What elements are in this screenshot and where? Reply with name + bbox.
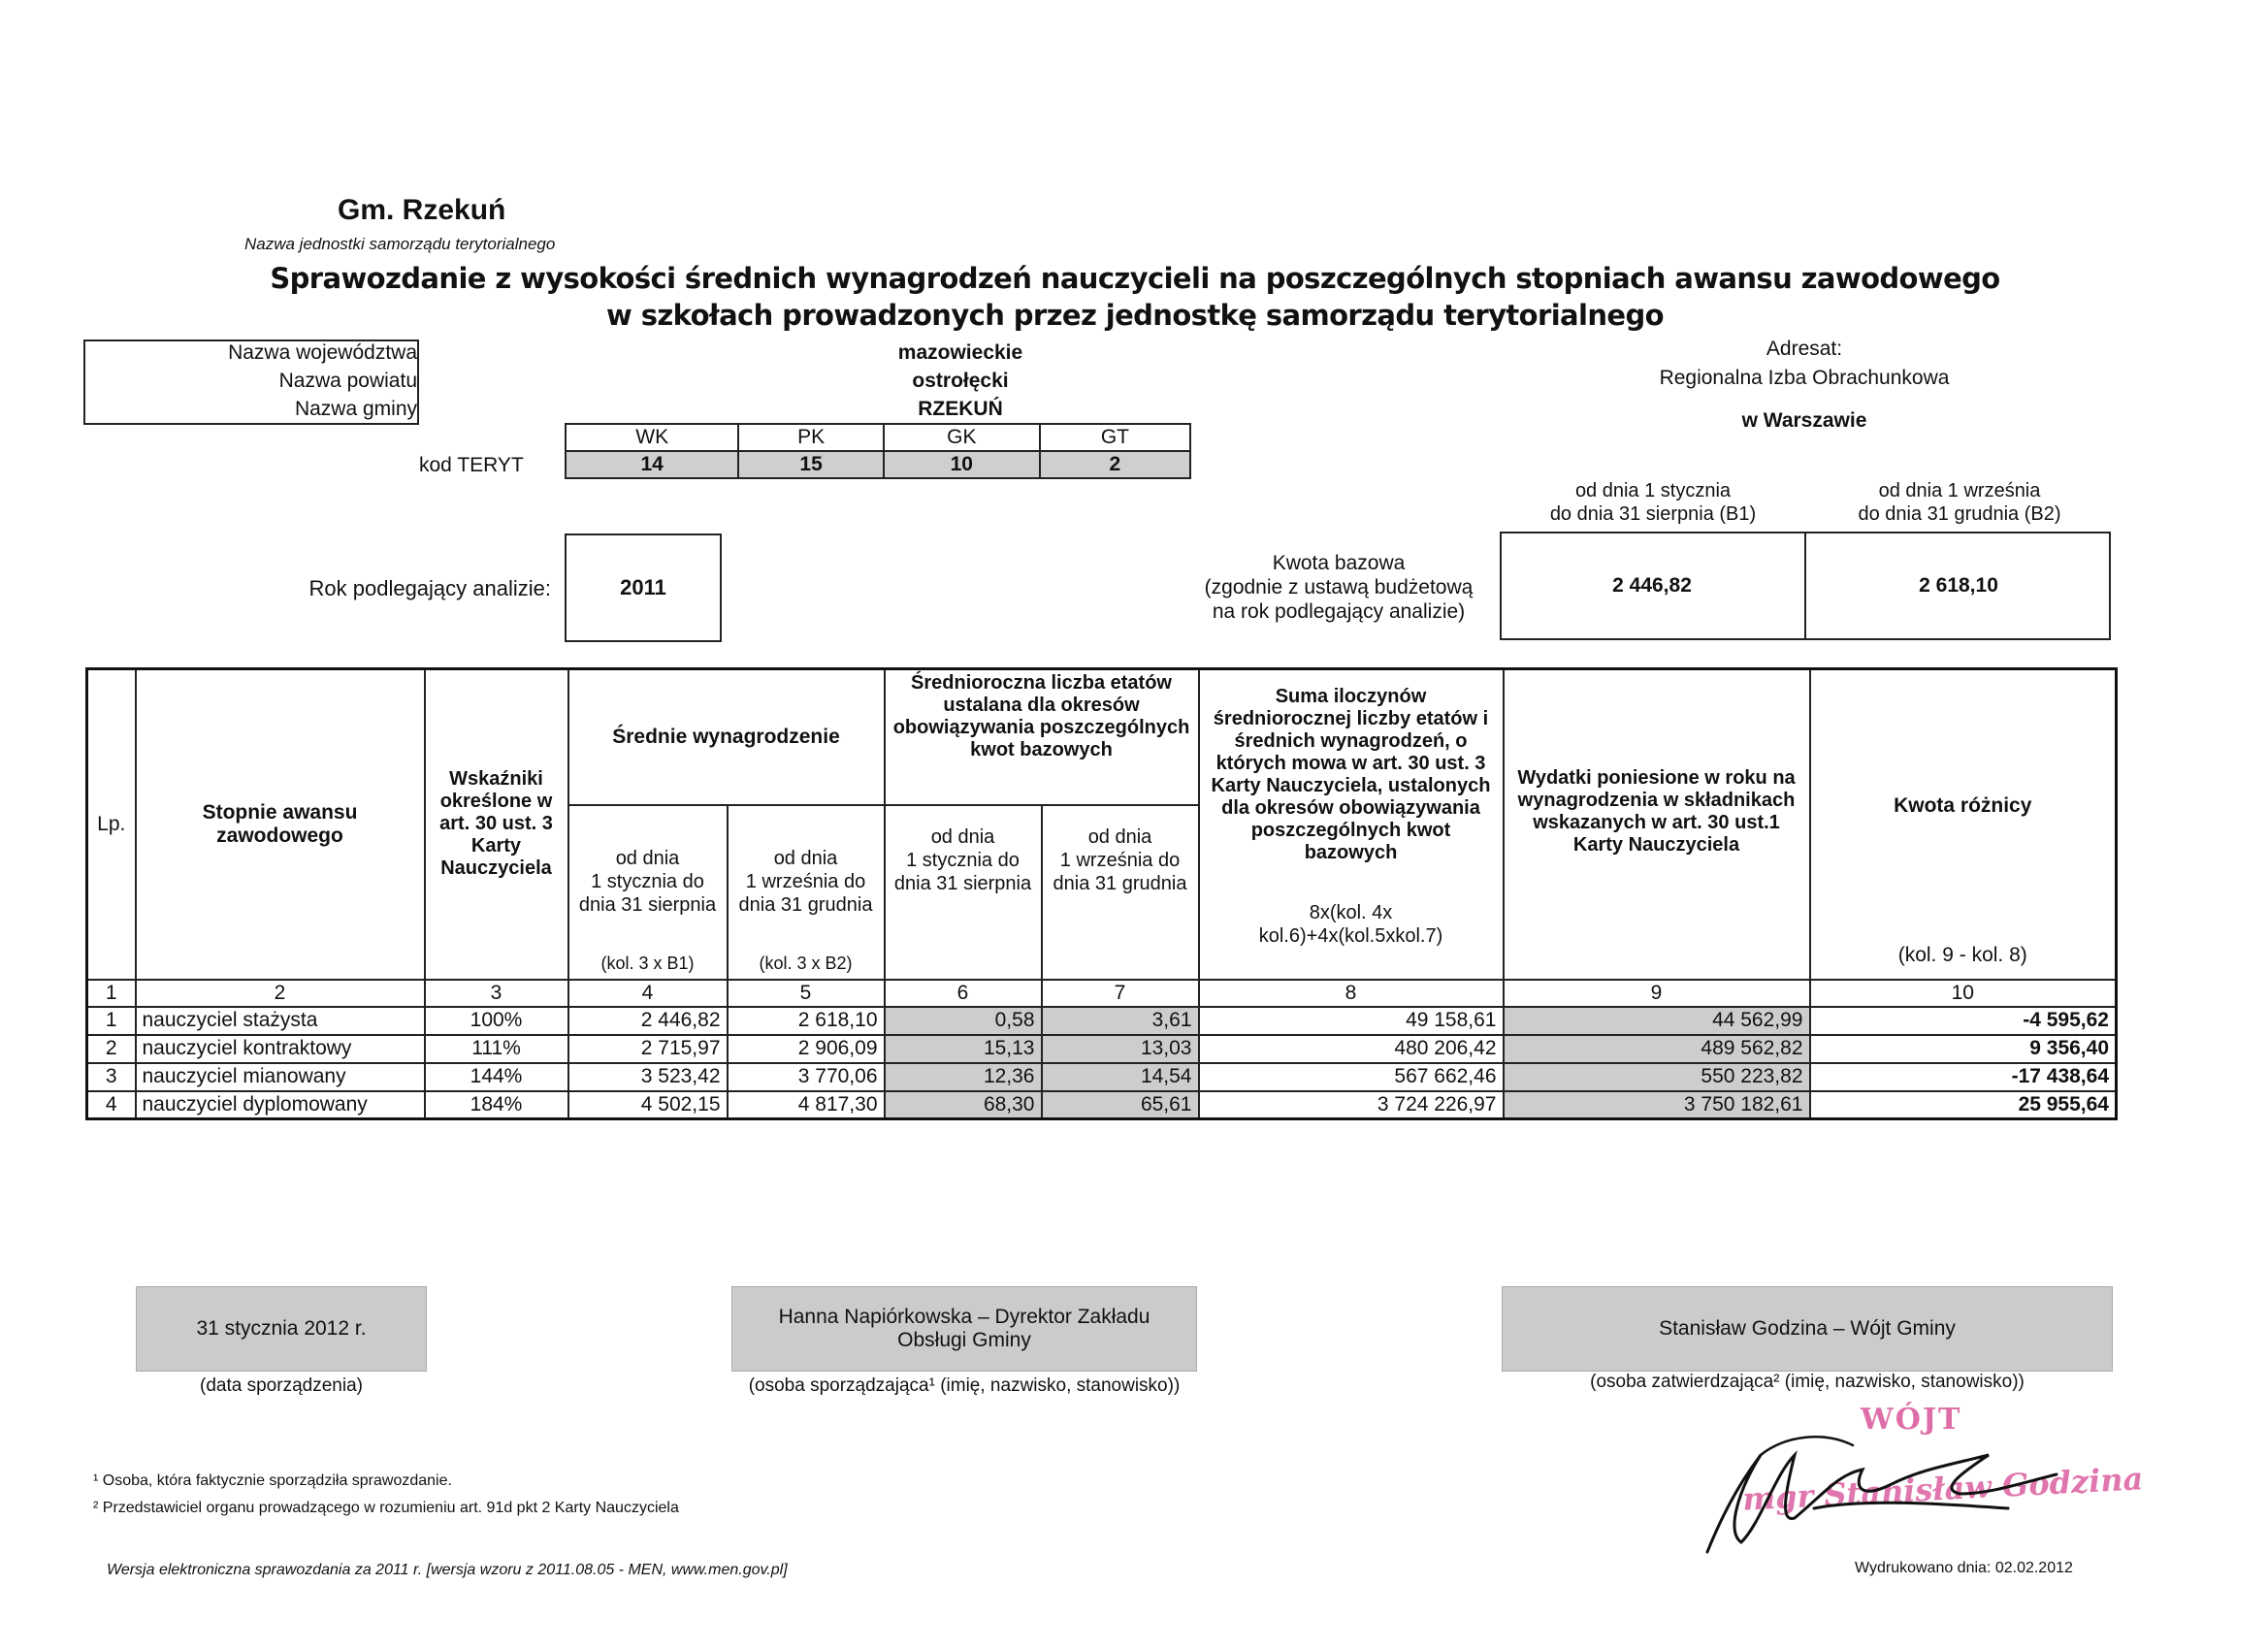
colnum-10: 10 <box>1810 980 2117 1007</box>
row-wydatki: 3 750 182,61 <box>1504 1091 1810 1119</box>
addressee-label: Adresat: <box>1766 338 1843 360</box>
header-lp: Lp. <box>87 669 136 980</box>
period-b2-label: od dnia 1 września do dnia 31 grudnia (B2) <box>1858 480 2061 525</box>
footnote-2: ² Przedstawiciel organu prowadzącego w rozumieniu art. 91d pkt 2 Karty Nauczyciela <box>93 1500 679 1516</box>
date-caption: (data sporządzenia) <box>200 1375 363 1396</box>
header-suma-iloczynow <box>1199 669 1504 980</box>
table-row <box>87 1091 2117 1119</box>
header-e-period1: od dnia 1 stycznia do dnia 31 sierpnia <box>885 805 1042 980</box>
row-etaty-b1: 68,30 <box>885 1091 1042 1119</box>
header-w-period1-text: od dnia 1 stycznia do dnia 31 sierpnia <box>578 847 717 916</box>
approver-caption: (osoba zatwierdzająca² (imię, nazwisko, stanowisko)) <box>1590 1372 2025 1392</box>
base-amount-label: Kwota bazowa (zgodnie z ustawą budżetową na rok podlegający analizie) <box>1204 552 1474 623</box>
teryt-header-wk: WK <box>566 424 738 451</box>
row-stopien: nauczyciel mianowany <box>136 1063 425 1091</box>
row-etaty-b2: 14,54 <box>1042 1063 1199 1091</box>
commune-label: Nazwa gminy <box>294 398 417 420</box>
colnum-2: 2 <box>136 980 425 1007</box>
preparer-box <box>731 1286 1197 1372</box>
row-wydatki: 550 223,82 <box>1504 1063 1810 1091</box>
header-suma-text: Suma iloczynów średniorocznej liczby etatów i średnich wynagrodzeń, o których mowa w art. 30 ust. 3 Karty Nauczyciela, ustalonych dla okresów obowiązywania poszczególnych kwot bazowych <box>1211 686 1491 863</box>
footnote-1: ¹ Osoba, która faktycznie sporządziła sprawozdanie. <box>93 1472 452 1489</box>
gmina-name: Gm. Rzekuń <box>338 194 506 226</box>
row-stopien: nauczyciel stażysta <box>136 1007 425 1035</box>
county-label: Nazwa powiatu <box>278 370 417 392</box>
header-w-period1 <box>568 805 728 980</box>
colnum-7: 7 <box>1042 980 1199 1007</box>
teryt-header-gk: GK <box>884 424 1040 451</box>
base-amount-b2: 2 618,10 <box>1919 574 1998 597</box>
row-wydatki: 489 562,82 <box>1504 1035 1810 1063</box>
row-wskaznik: 111% <box>425 1035 568 1063</box>
header-kol4-formula: (kol. 3 x B1) <box>600 953 695 973</box>
addressee-name: Regionalna Izba Obrachunkowa <box>1659 367 1950 389</box>
row-wynagrodzenie-b2: 3 770,06 <box>728 1063 885 1091</box>
row-etaty-b1: 15,13 <box>885 1035 1042 1063</box>
header-w-period2 <box>728 805 885 980</box>
teryt-value-gt: 2 <box>1040 451 1190 478</box>
table-row <box>87 1063 2117 1091</box>
row-wynagrodzenie-b2: 2 906,09 <box>728 1035 885 1063</box>
row-suma: 567 662,46 <box>1199 1063 1504 1091</box>
row-wynagrodzenie-b1: 3 523,42 <box>568 1063 728 1091</box>
colnum-4: 4 <box>568 980 728 1007</box>
header-wskazniki: Wskaźniki określone w art. 30 ust. 3 Karty Nauczyciela <box>425 669 568 980</box>
row-suma: 480 206,42 <box>1199 1035 1504 1063</box>
header-roznica-text: Kwota różnicy <box>1894 794 2032 817</box>
colnum-1: 1 <box>87 980 136 1007</box>
row-roznica: -4 595,62 <box>1810 1007 2117 1035</box>
date-box <box>136 1286 427 1372</box>
header-kol5-formula: (kol. 3 x B2) <box>759 953 853 973</box>
row-wynagrodzenie-b1: 2 446,82 <box>568 1007 728 1035</box>
version-note: Wersja elektroniczna sprawozdania za 2011 r. [wersja wzoru z 2011.08.05 - MEN, www.men.gov.pl] <box>107 1562 788 1578</box>
table-row <box>87 1035 2117 1063</box>
row-wynagrodzenie-b2: 4 817,30 <box>728 1091 885 1119</box>
county-value: ostrołęcki <box>912 370 1009 392</box>
commune-value: RZEKUŃ <box>918 398 1003 420</box>
report-title-line1: Sprawozdanie z wysokości średnich wynagrodzeń nauczycieli na poszczególnych stopniach awansu zawodowego <box>270 262 2000 295</box>
period-b1-label: od dnia 1 stycznia do dnia 31 sierpnia (B1) <box>1549 480 1757 525</box>
row-wynagrodzenie-b2: 2 618,10 <box>728 1007 885 1035</box>
row-wynagrodzenie-b1: 4 502,15 <box>568 1091 728 1119</box>
teryt-value-gk: 10 <box>884 451 1040 478</box>
row-etaty-b2: 13,03 <box>1042 1035 1199 1063</box>
row-lp: 1 <box>87 1007 136 1035</box>
year-value: 2011 <box>620 575 666 599</box>
colnum-3: 3 <box>425 980 568 1007</box>
row-stopien: nauczyciel kontraktowy <box>136 1035 425 1063</box>
header-e-period2: od dnia 1 września do dnia 31 grudnia <box>1042 805 1199 980</box>
row-roznica: 25 955,64 <box>1810 1091 2117 1119</box>
teryt-label: kod TERYT <box>419 454 524 476</box>
header-srednie-wynagrodzenie: Średnie wynagrodzenie <box>568 669 885 805</box>
header-kol10-formula: (kol. 9 - kol. 8) <box>1897 944 2027 966</box>
preparer-value: Hanna Napiórkowska – Dyrektor Zakładu Obsługi Gminy <box>778 1306 1150 1351</box>
row-etaty-b2: 65,61 <box>1042 1091 1199 1119</box>
teryt-header-gt: GT <box>1040 424 1190 451</box>
row-lp: 2 <box>87 1035 136 1063</box>
teryt-header-pk: PK <box>738 424 883 451</box>
addressee-city: w Warszawie <box>1741 409 1867 432</box>
year-label: Rok podlegający analizie: <box>308 576 551 600</box>
colnum-8: 8 <box>1199 980 1504 1007</box>
colnum-6: 6 <box>885 980 1042 1007</box>
row-etaty-b1: 12,36 <box>885 1063 1042 1091</box>
row-lp: 4 <box>87 1091 136 1119</box>
row-wynagrodzenie-b1: 2 715,97 <box>568 1035 728 1063</box>
row-roznica: 9 356,40 <box>1810 1035 2117 1063</box>
salary-table <box>85 667 2118 1120</box>
teryt-value-pk: 15 <box>738 451 883 478</box>
year-box <box>565 534 722 642</box>
row-wydatki: 44 562,99 <box>1504 1007 1810 1035</box>
voivodeship-label: Nazwa województwa <box>228 341 417 364</box>
header-kwota-roznicy <box>1810 669 2117 980</box>
teryt-table <box>565 423 1191 479</box>
preparer-caption: (osoba sporządzająca¹ (imię, nazwisko, stanowisko)) <box>748 1375 1181 1396</box>
header-stopnie: Stopnie awansu zawodowego <box>136 669 425 980</box>
colnum-5: 5 <box>728 980 885 1007</box>
header-w-period2-text: od dnia 1 września do dnia 31 grudnia <box>738 847 873 916</box>
voivodeship-value: mazowieckie <box>897 341 1023 364</box>
row-etaty-b1: 0,58 <box>885 1007 1042 1035</box>
row-stopien: nauczyciel dyplomowany <box>136 1091 425 1119</box>
colnum-9: 9 <box>1504 980 1810 1007</box>
report-title-line2: w szkołach prowadzonych przez jednostkę samorządu terytorialnego <box>606 299 1664 332</box>
header-etaty: Średnioroczna liczba etatów ustalana dla okresów obowiązywania poszczególnych kwot bazowych <box>885 669 1199 805</box>
gmina-caption: Nazwa jednostki samorządu terytorialnego <box>244 235 556 253</box>
printed-date: Wydrukowano dnia: 02.02.2012 <box>1855 1560 2073 1576</box>
row-wskaznik: 144% <box>425 1063 568 1091</box>
row-suma: 3 724 226,97 <box>1199 1091 1504 1119</box>
header-kol8-formula: 8x(kol. 4x kol.6)+4x(kol.5xkol.7) <box>1258 902 1443 947</box>
base-amount-b1: 2 446,82 <box>1612 574 1692 597</box>
handwritten-signature-icon <box>1669 1416 2115 1562</box>
row-wskaznik: 184% <box>425 1091 568 1119</box>
approver-value: Stanisław Godzina – Wójt Gminy <box>1659 1317 1956 1340</box>
row-roznica: -17 438,64 <box>1810 1063 2117 1091</box>
header-wydatki: Wydatki poniesione w roku na wynagrodzenia w składnikach wskazanych w art. 30 ust.1 Karty Nauczyciela <box>1504 669 1810 980</box>
stamp-title: WÓJT <box>1861 1403 1962 1437</box>
row-suma: 49 158,61 <box>1199 1007 1504 1035</box>
row-lp: 3 <box>87 1063 136 1091</box>
teryt-value-wk: 14 <box>566 451 738 478</box>
row-wskaznik: 100% <box>425 1007 568 1035</box>
row-etaty-b2: 3,61 <box>1042 1007 1199 1035</box>
approver-box <box>1502 1286 2113 1372</box>
table-row <box>87 1007 2117 1035</box>
stamp-name: mgr Stanisław Godzina <box>1741 1460 2145 1518</box>
date-value: 31 stycznia 2012 r. <box>196 1317 367 1340</box>
